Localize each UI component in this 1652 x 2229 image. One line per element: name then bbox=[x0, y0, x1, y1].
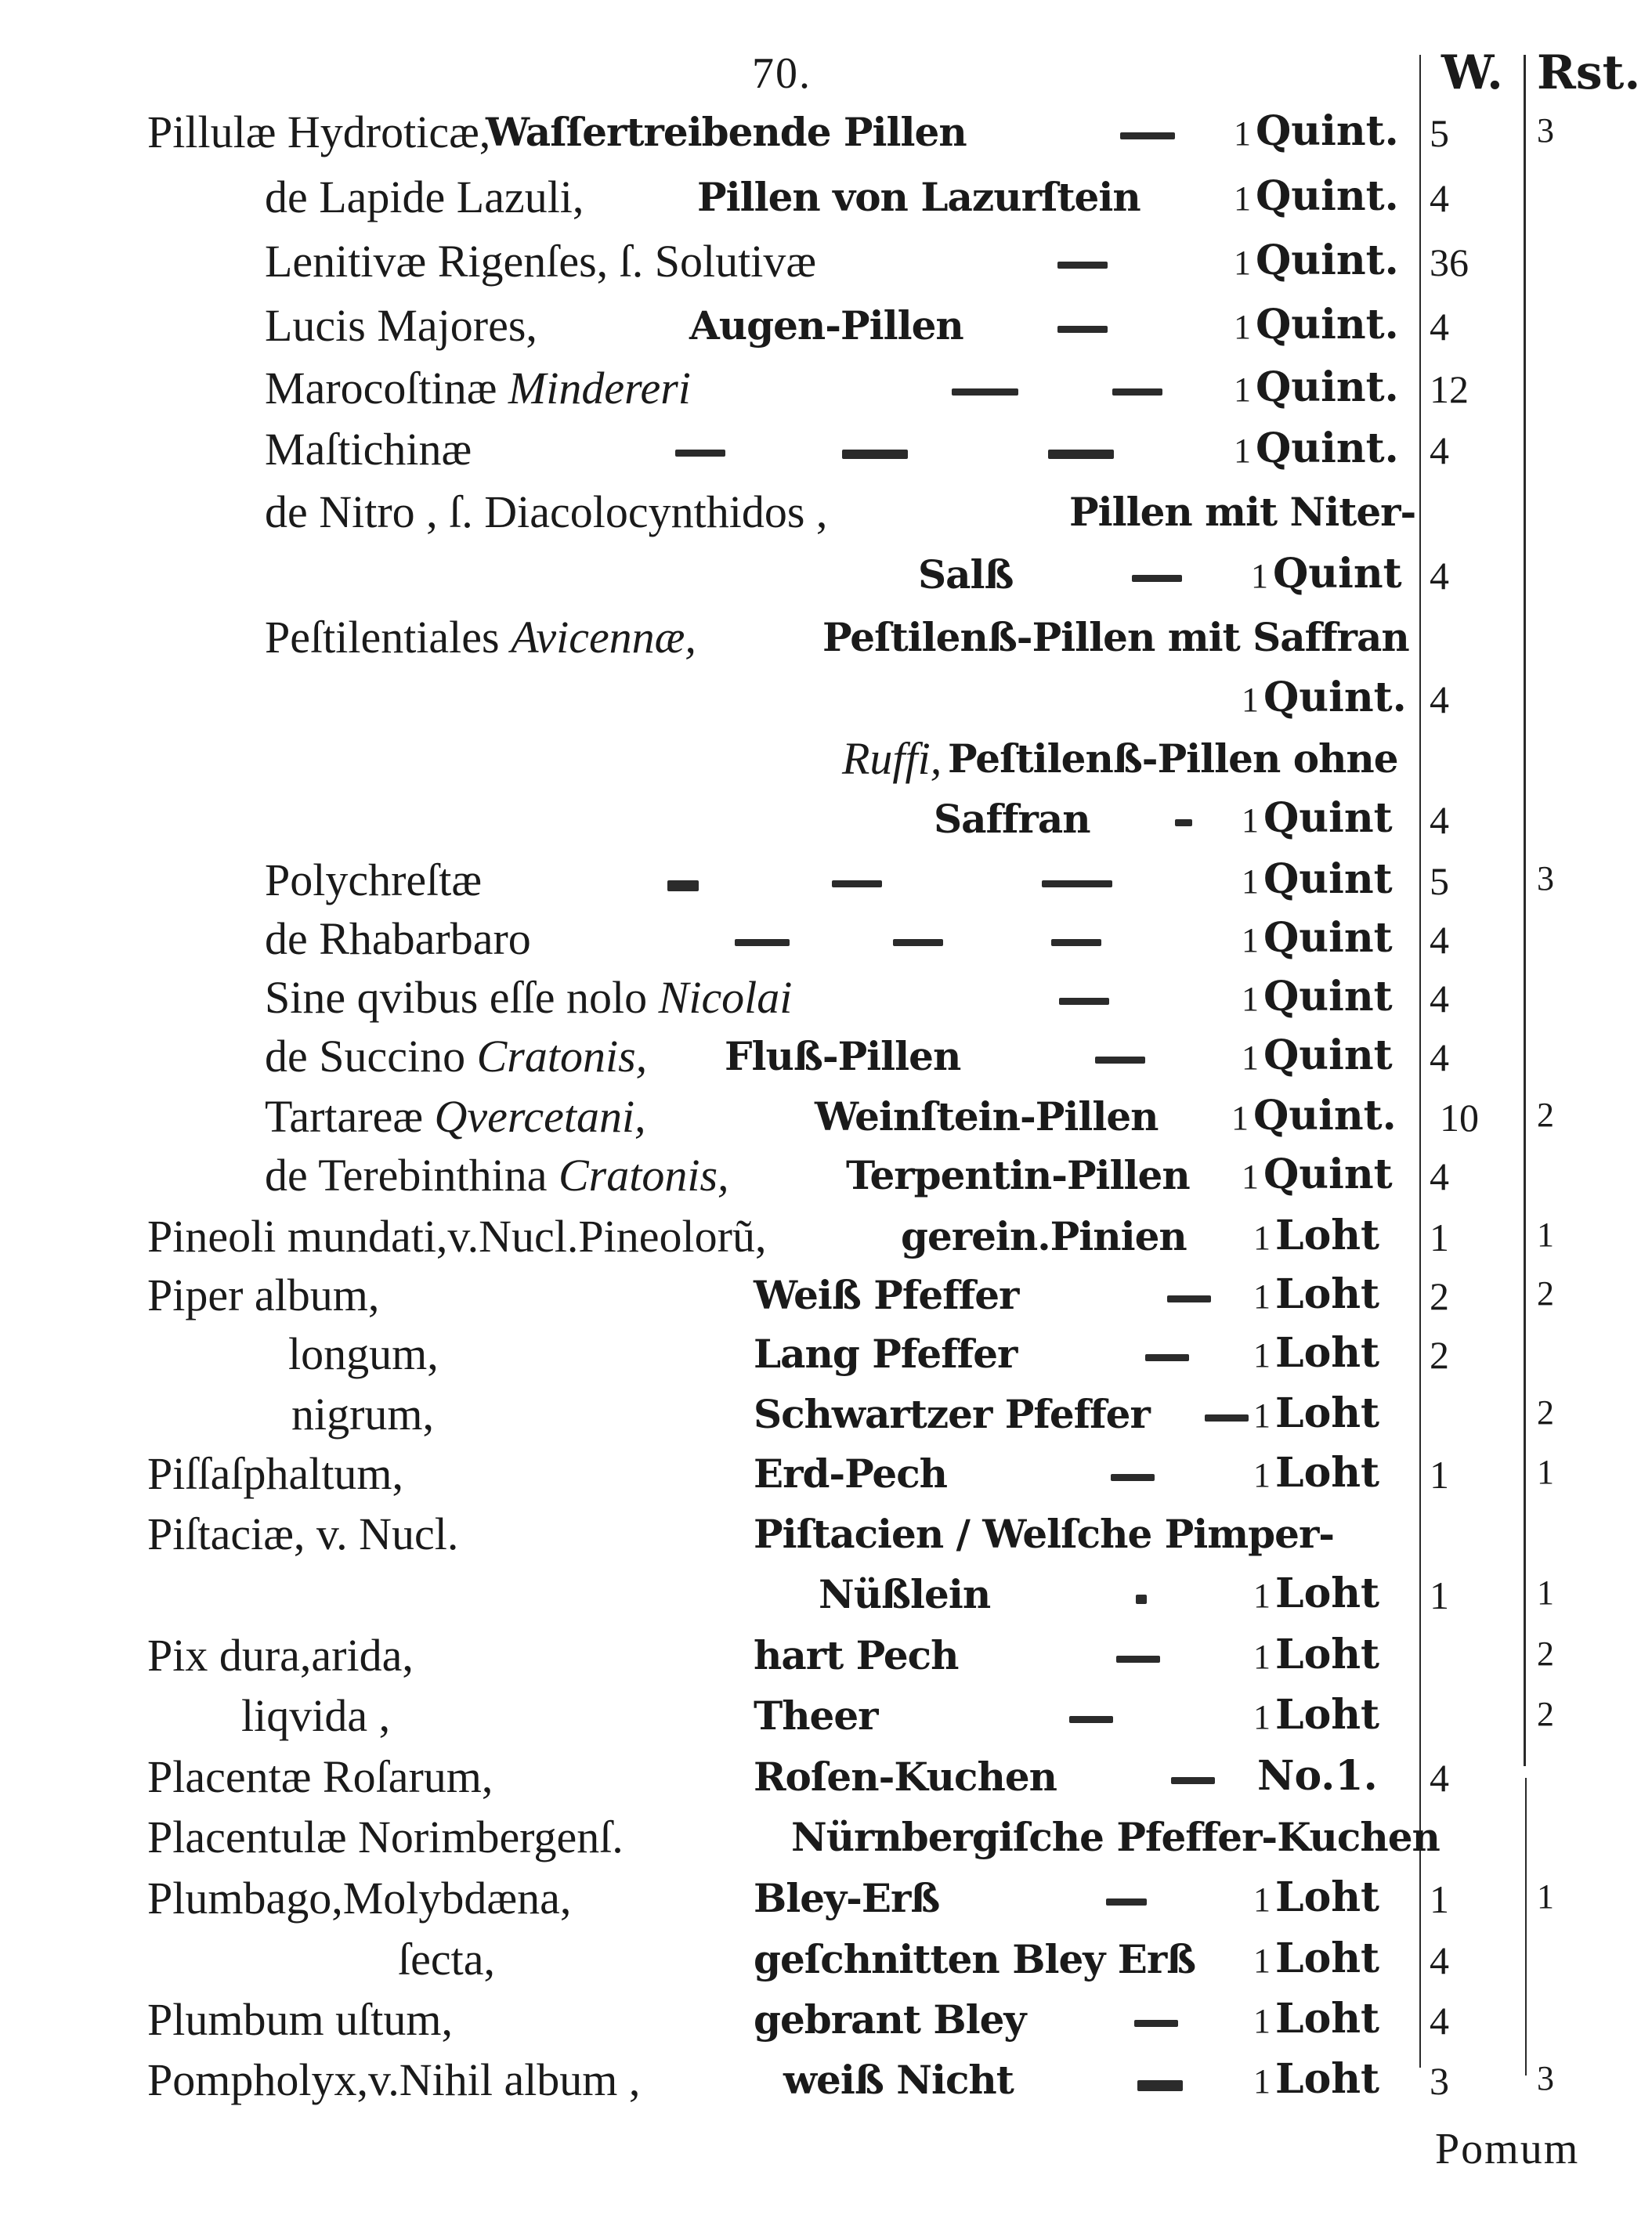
entry-row bbox=[0, 1750, 1652, 1812]
entry-row bbox=[0, 1269, 1652, 1330]
entry-row bbox=[0, 672, 1652, 733]
latin-name: de Lapide Lazuli, bbox=[265, 172, 584, 222]
german-name: Salß bbox=[918, 551, 1014, 598]
entry-row bbox=[0, 1933, 1652, 1994]
german-name: Fluß-Pillen bbox=[725, 1033, 961, 1079]
leader-dash bbox=[1145, 1354, 1189, 1361]
price-rst: 2 bbox=[1537, 1274, 1554, 1313]
unit: 1 Loht bbox=[1253, 1935, 1380, 1982]
german-name: Weiß Pfeffer bbox=[754, 1272, 1019, 1318]
price-rst: 2 bbox=[1537, 1393, 1554, 1432]
price-w: 3 bbox=[1430, 2059, 1449, 2103]
german-name: Pillen mit Niter- bbox=[1069, 489, 1416, 535]
german-name: Peſtilenß-Pillen mit Saffran bbox=[822, 614, 1409, 660]
leader-dash bbox=[1059, 998, 1109, 1005]
latin-name: longum, bbox=[288, 1328, 439, 1379]
latin-name: Maſtichinæ bbox=[265, 424, 472, 475]
leader-dash bbox=[1111, 1474, 1155, 1481]
unit: 1 Quint. bbox=[1234, 237, 1399, 284]
price-w: 4 bbox=[1430, 798, 1449, 842]
entry-row bbox=[0, 1090, 1652, 1151]
entry-row bbox=[0, 1993, 1652, 2054]
unit: 1 Quint bbox=[1242, 794, 1393, 842]
entry-row bbox=[0, 486, 1652, 547]
entry-row bbox=[0, 1030, 1652, 1091]
entry-row bbox=[0, 611, 1652, 672]
unit: 1 Quint. bbox=[1234, 424, 1399, 472]
latin-name: Piſſaſphaltum, bbox=[147, 1448, 404, 1499]
leader-dash bbox=[1205, 1414, 1249, 1422]
leader-dash bbox=[1175, 819, 1192, 826]
latin-name: Placentulæ Norimbergenſ. bbox=[147, 1812, 624, 1862]
price-rst: 1 bbox=[1537, 1453, 1554, 1491]
entry-row bbox=[0, 1210, 1652, 1271]
leader-dash bbox=[1057, 326, 1108, 333]
entry-row bbox=[0, 1508, 1652, 1569]
german-name: Nüßlein bbox=[819, 1571, 991, 1617]
entry-row bbox=[0, 854, 1652, 915]
entry-row bbox=[0, 732, 1652, 793]
entry-row bbox=[0, 1388, 1652, 1449]
entry-row bbox=[0, 362, 1652, 423]
entry-row bbox=[0, 1568, 1652, 1629]
german-name: Weinſtein-Pillen bbox=[815, 1093, 1159, 1140]
unit: 1 Quint. bbox=[1234, 363, 1399, 411]
german-name: Erd-Pech bbox=[754, 1450, 948, 1497]
price-w: 4 bbox=[1430, 1999, 1449, 2043]
german-name: Roſen-Kuchen bbox=[754, 1754, 1057, 1800]
price-w: 10 bbox=[1440, 1096, 1479, 1140]
latin-name: Sine qvibus eſſe nolo Nicolai bbox=[265, 972, 793, 1023]
price-rst: 2 bbox=[1537, 1695, 1554, 1733]
price-w: 2 bbox=[1430, 1274, 1449, 1318]
unit: 1 Loht bbox=[1253, 1691, 1380, 1739]
price-rst: 3 bbox=[1537, 111, 1554, 150]
price-w: 4 bbox=[1430, 1035, 1449, 1079]
german-name: geſchnitten Bley Erß bbox=[754, 1936, 1196, 1982]
latin-name: Pompholyx,v.Nihil album , bbox=[147, 2054, 641, 2105]
entry-row bbox=[0, 1149, 1652, 1210]
unit: 1 Loht bbox=[1253, 1329, 1380, 1377]
leader-dash bbox=[667, 880, 699, 891]
leader-dash bbox=[1136, 1595, 1147, 1604]
unit: 1 Quint bbox=[1242, 973, 1393, 1021]
price-w: 4 bbox=[1430, 1154, 1449, 1198]
latin-name: Pillulæ Hydroticæ, bbox=[147, 107, 491, 157]
price-rst: 3 bbox=[1537, 859, 1554, 898]
entry-row bbox=[0, 1328, 1652, 1389]
latin-name: nigrum, bbox=[291, 1389, 435, 1440]
leader-dash bbox=[842, 450, 908, 459]
entry-row bbox=[0, 1689, 1652, 1750]
unit: 1 Quint bbox=[1242, 1151, 1393, 1198]
entry-row bbox=[0, 235, 1652, 296]
column-header-w: W. bbox=[1441, 45, 1503, 100]
column-header-rst: Rst. bbox=[1537, 45, 1641, 100]
unit: 1 Loht bbox=[1253, 1449, 1380, 1497]
unit: 1 Loht bbox=[1253, 1631, 1380, 1678]
price-rst: 1 bbox=[1537, 1216, 1554, 1254]
unit: 1 Loht bbox=[1253, 1212, 1380, 1259]
entry-row bbox=[0, 2054, 1652, 2115]
german-name: Augen-Pillen bbox=[689, 302, 963, 349]
catchword: Pomum bbox=[1435, 2125, 1580, 2173]
price-w: 12 bbox=[1430, 367, 1469, 411]
leader-dash bbox=[1112, 388, 1162, 396]
price-w: 1 bbox=[1430, 1573, 1449, 1617]
leader-dash bbox=[1057, 262, 1108, 269]
entry-row bbox=[0, 1447, 1652, 1508]
latin-name: de Terebinthina Cratonis, bbox=[265, 1150, 729, 1201]
german-name: gerein.Pinien bbox=[901, 1213, 1187, 1259]
unit: 1 Quint. bbox=[1234, 107, 1399, 155]
unit: 1 Quint. bbox=[1234, 301, 1399, 349]
german-name: Terpentin-Pillen bbox=[846, 1152, 1190, 1198]
latin-name: Lucis Majores, bbox=[265, 300, 537, 351]
latin-name: Polychreſtæ bbox=[265, 854, 483, 905]
german-name: Saffran bbox=[934, 796, 1090, 842]
latin-name: de Nitro , ſ. Diacolocynthidos , bbox=[265, 486, 828, 537]
price-w: 1 bbox=[1430, 1216, 1449, 1259]
leader-dash bbox=[832, 880, 882, 887]
price-rst: 3 bbox=[1537, 2059, 1554, 2097]
unit: 1 Quint bbox=[1242, 914, 1393, 962]
leader-dash bbox=[952, 388, 1018, 396]
german-name: Piſtacien / Welſche Pimper- bbox=[754, 1511, 1335, 1557]
latin-name: Pineoli mundati,v.Nucl.Pineolorũ, bbox=[147, 1211, 767, 1262]
german-name: Waſſertreibende Pillen bbox=[486, 109, 967, 155]
latin-name: Pix dura,arida, bbox=[147, 1630, 414, 1681]
latin-name: de Succino Cratonis, bbox=[265, 1031, 648, 1082]
unit: 1 Quint. bbox=[1242, 674, 1407, 721]
entry-row bbox=[0, 1629, 1652, 1690]
german-name: Theer bbox=[754, 1693, 878, 1739]
german-name: Nürnbergiſche Pfeffer-Kuchen bbox=[791, 1814, 1440, 1860]
entry-row bbox=[0, 1811, 1652, 1872]
unit: 1 Quint bbox=[1242, 1031, 1393, 1079]
entry-row bbox=[0, 793, 1652, 854]
leader-dash bbox=[1132, 575, 1182, 582]
price-w: 1 bbox=[1430, 1877, 1449, 1921]
unit: 1 Quint bbox=[1251, 550, 1402, 598]
leader-dash bbox=[1095, 1057, 1145, 1064]
unit: 1 Loht bbox=[1253, 1570, 1380, 1617]
price-w: 4 bbox=[1430, 305, 1449, 349]
german-name: hart Pech bbox=[754, 1632, 959, 1678]
german-name: Schwartzer Pfeffer bbox=[754, 1391, 1150, 1437]
latin-name: Placentæ Roſarum, bbox=[147, 1751, 493, 1802]
price-rst: 2 bbox=[1537, 1635, 1554, 1673]
leader-dash bbox=[735, 939, 790, 946]
unit: 1 Loht bbox=[1253, 1995, 1380, 2043]
latin-name: Lenitivæ Rigenſes, ſ. Solutivæ bbox=[265, 236, 817, 287]
latin-name: Marocoſtinæ Mindereri bbox=[265, 363, 691, 414]
leader-dash bbox=[1120, 132, 1175, 139]
german-name: gebrant Bley bbox=[754, 1996, 1026, 2043]
latin-name: Plumbum uſtum, bbox=[147, 1994, 453, 2045]
unit: 1 Loht bbox=[1253, 2055, 1380, 2103]
latin-name: Ruffi, bbox=[842, 733, 942, 784]
price-w: 2 bbox=[1430, 1333, 1449, 1377]
entry-row bbox=[0, 171, 1652, 232]
price-w: 5 bbox=[1430, 859, 1449, 903]
entry-row bbox=[0, 106, 1652, 167]
leader-dash bbox=[675, 450, 725, 457]
entry-row bbox=[0, 423, 1652, 484]
unit: No.1. bbox=[1257, 1752, 1378, 1800]
leader-dash bbox=[1042, 880, 1112, 887]
entry-row bbox=[0, 971, 1652, 1032]
price-w: 4 bbox=[1430, 677, 1449, 721]
price-w: 4 bbox=[1430, 1938, 1449, 1982]
leader-dash bbox=[1106, 1898, 1147, 1906]
entry-row bbox=[0, 299, 1652, 360]
price-rst: 1 bbox=[1537, 1573, 1554, 1612]
latin-name: Plumbago,Molybdæna, bbox=[147, 1873, 572, 1924]
latin-name: liqvida , bbox=[241, 1690, 391, 1741]
price-w: 1 bbox=[1430, 1453, 1449, 1497]
leader-dash bbox=[1137, 2080, 1183, 2091]
price-w: 4 bbox=[1430, 176, 1449, 220]
german-name: weiß Nicht bbox=[783, 2057, 1014, 2103]
latin-name: de Rhabarbaro bbox=[265, 913, 531, 964]
unit: 1 Quint. bbox=[1231, 1092, 1397, 1140]
german-name: Pillen von Lazurſtein bbox=[697, 174, 1140, 220]
latin-name: ſecta, bbox=[398, 1934, 495, 1985]
latin-name: Tartareæ Qvercetani, bbox=[265, 1091, 646, 1142]
price-w: 4 bbox=[1430, 1756, 1449, 1800]
price-rst: 1 bbox=[1537, 1877, 1554, 1916]
latin-name: Piper album, bbox=[147, 1270, 380, 1320]
german-name: Lang Pfeffer bbox=[754, 1331, 1018, 1377]
page-number: 70. bbox=[752, 49, 812, 98]
leader-dash bbox=[1116, 1656, 1160, 1663]
german-name: Bley-Erß bbox=[754, 1875, 940, 1921]
price-rst: 2 bbox=[1537, 1096, 1554, 1134]
leader-dash bbox=[1171, 1777, 1215, 1784]
price-w: 4 bbox=[1430, 428, 1449, 472]
leader-dash bbox=[1069, 1716, 1113, 1723]
unit: 1 Loht bbox=[1253, 1270, 1380, 1318]
unit: 1 Loht bbox=[1253, 1389, 1380, 1437]
price-w: 4 bbox=[1430, 977, 1449, 1021]
unit: 1 Quint. bbox=[1234, 172, 1399, 220]
unit: 1 Loht bbox=[1253, 1873, 1380, 1921]
price-w: 4 bbox=[1430, 554, 1449, 598]
entry-row bbox=[0, 548, 1652, 609]
leader-dash bbox=[1167, 1295, 1211, 1302]
price-w: 36 bbox=[1430, 240, 1469, 284]
unit: 1 Quint bbox=[1242, 855, 1393, 903]
price-w: 5 bbox=[1430, 111, 1449, 155]
leader-dash bbox=[1048, 450, 1114, 459]
leader-dash bbox=[1051, 939, 1101, 946]
price-w: 4 bbox=[1430, 918, 1449, 962]
entry-row bbox=[0, 1872, 1652, 1933]
german-name: Peſtilenß-Pillen ohne bbox=[948, 735, 1398, 782]
leader-dash bbox=[893, 939, 943, 946]
latin-name: Piſtaciæ, v. Nucl. bbox=[147, 1508, 459, 1559]
latin-name: Peſtilentiales Avicennæ, bbox=[265, 612, 696, 663]
leader-dash bbox=[1134, 2020, 1178, 2027]
entry-row bbox=[0, 912, 1652, 974]
